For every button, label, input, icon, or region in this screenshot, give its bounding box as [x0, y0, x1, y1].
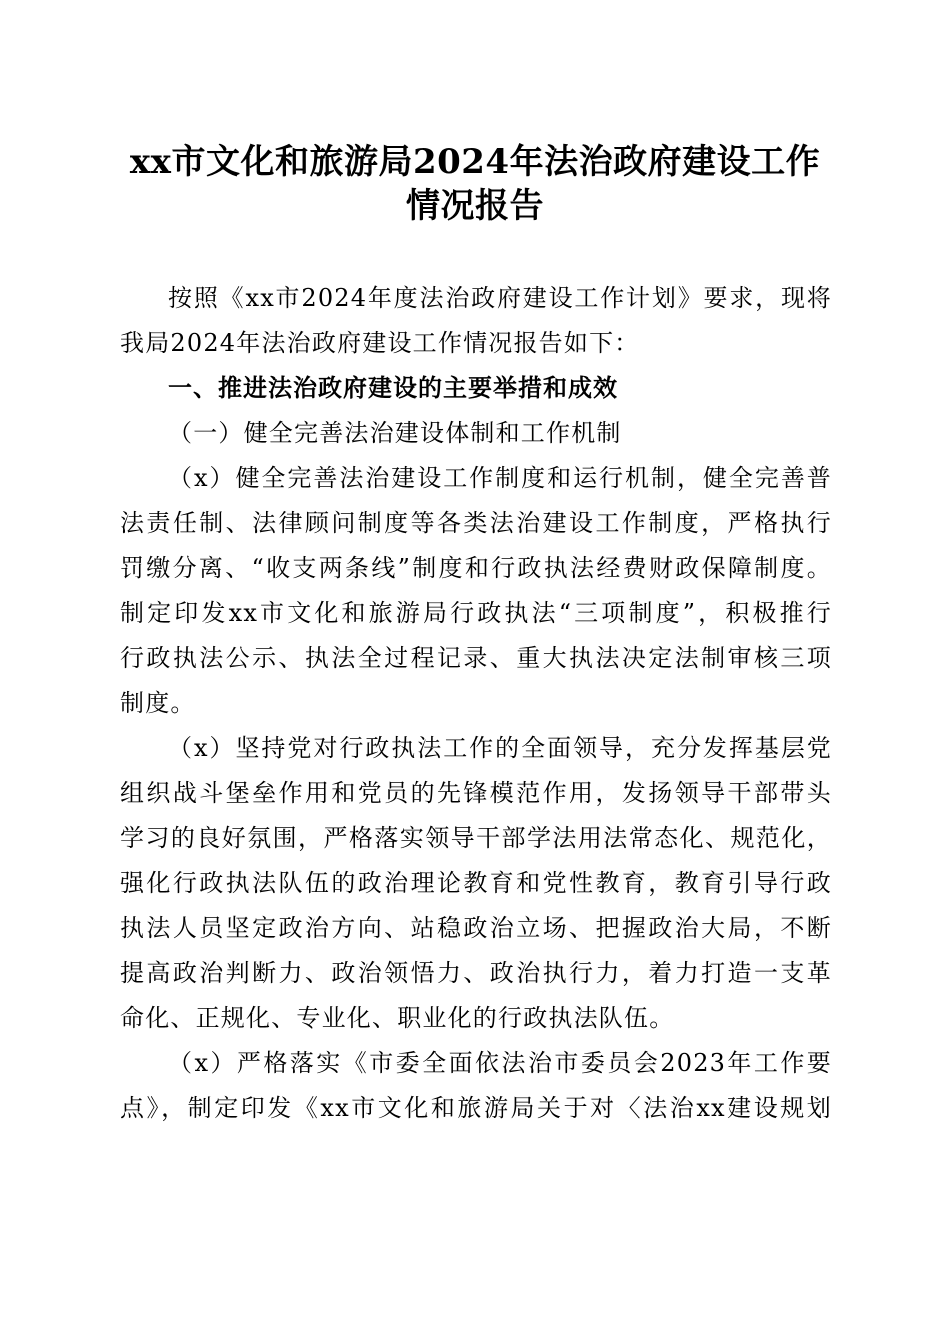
paragraph-line: （x）健全完善法治建设工作制度和运行机制，健全完善普: [168, 464, 832, 492]
paragraph-line: 罚缴分离、“收支两条线”制度和行政执法经费财政保障制度。: [120, 554, 832, 582]
paragraph-line: 制定印发xx市文化和旅游局行政执法“三项制度”，积极推行: [120, 599, 832, 627]
paragraph-line: （x）严格落实《市委全面依法治市委员会2023年工作要: [168, 1049, 832, 1077]
paragraph-line: 命化、正规化、专业化、职业化的行政执法队伍。: [120, 1004, 675, 1032]
intro-paragraph-line: 按照《xx市2024年度法治政府建设工作计划》要求，现将: [168, 284, 832, 312]
subsection-heading: （一）健全完善法治建设体制和工作机制: [168, 419, 622, 447]
document-title-line-2: 情况报告: [406, 186, 544, 226]
paragraph-line: 法责任制、法律顾问制度等各类法治建设工作制度，严格执行: [120, 509, 832, 537]
paragraph-line: （x）坚持党对行政执法工作的全面领导，充分发挥基层党: [168, 734, 832, 762]
paragraph-line: 制度。: [120, 689, 196, 717]
paragraph-line: 学习的良好氛围，严格落实领导干部学法用法常态化、规范化，: [120, 824, 832, 852]
paragraph-line: 提高政治判断力、政治领悟力、政治执行力，着力打造一支革: [120, 959, 832, 987]
document-title-line-1: xx市文化和旅游局2024年法治政府建设工作: [129, 142, 821, 182]
paragraph-line: 行政执法公示、执法全过程记录、重大执法决定法制审核三项: [120, 644, 832, 672]
paragraph-line: 组织战斗堡垒作用和党员的先锋模范作用，发扬领导干部带头: [120, 779, 832, 807]
intro-paragraph-line: 我局2024年法治政府建设工作情况报告如下：: [120, 329, 640, 357]
section-heading: 一、推进法治政府建设的主要举措和成效: [168, 374, 618, 402]
paragraph-line: 执法人员坚定政治方向、站稳政治立场、把握政治大局，不断: [120, 914, 832, 942]
paragraph-line: 强化行政执法队伍的政治理论教育和党性教育，教育引导行政: [120, 869, 832, 897]
paragraph-line: 点》，制定印发《xx市文化和旅游局关于对〈法治xx建设规划: [120, 1094, 832, 1122]
